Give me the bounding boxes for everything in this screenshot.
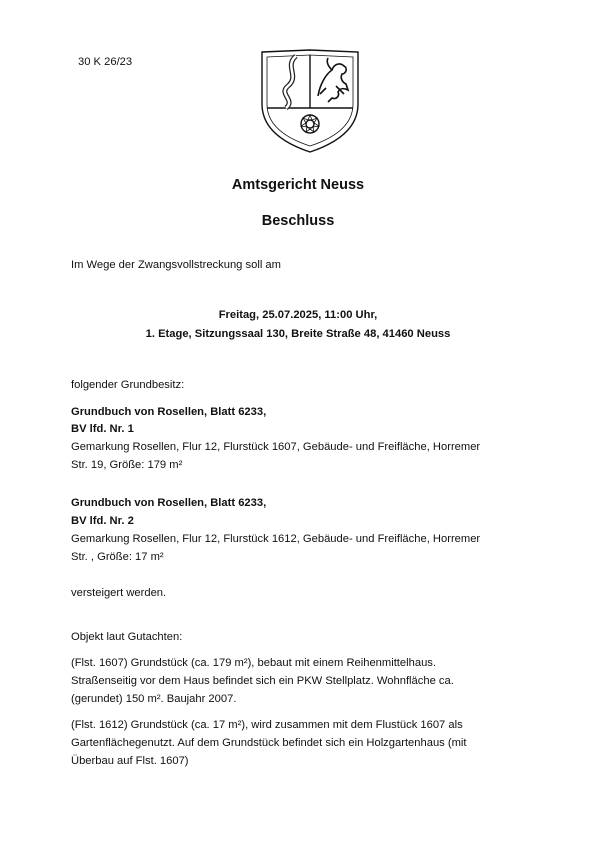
intro-text: Im Wege der Zwangsvollstreckung soll am — [71, 259, 281, 271]
appraisal-text: Straßenseitig vor dem Haus befindet sich ein PKW Stellplatz. Wohnfläche ca. — [71, 675, 454, 687]
property-number: BV lfd. Nr. 2 — [71, 515, 134, 527]
property-description: Str. 19, Größe: 179 m² — [71, 459, 183, 471]
property-description: Gemarkung Rosellen, Flur 12, Flurstück 1612, Gebäude- und Freifläche, Horremer — [71, 533, 481, 545]
property-description: Gemarkung Rosellen, Flur 12, Flurstück 1607, Gebäude- und Freifläche, Horremer — [71, 441, 481, 453]
auction-phrase: versteigert werden. — [71, 587, 167, 599]
appraisal-text: Überbau auf Flst. 1607) — [71, 755, 189, 767]
document-type: Beschluss — [261, 213, 335, 229]
property-register: Grundbuch von Rosellen, Blatt 6233, — [71, 497, 267, 509]
appraisal-intro: Objekt laut Gutachten: — [71, 631, 183, 643]
property-description: Str. , Größe: 17 m² — [71, 551, 164, 563]
appointment-date: Freitag, 25.07.2025, 11:00 Uhr, — [218, 309, 378, 321]
appraisal-text: (gerundet) 150 m². Baujahr 2007. — [71, 693, 237, 705]
property-register: Grundbuch von Rosellen, Blatt 6233, — [71, 406, 267, 418]
nrw-coat-of-arms-icon — [256, 44, 364, 156]
appointment-location: 1. Etage, Sitzungssaal 130, Breite Straße 48, 41460 Neuss — [145, 328, 451, 340]
court-name: Amtsgericht Neuss — [231, 177, 365, 193]
appraisal-text: Gartenflächegenutzt. Auf dem Grundstück befindet sich ein Holzgartenhaus (mit — [71, 737, 467, 749]
file-number: 30 K 26/23 — [78, 56, 133, 68]
property-intro: folgender Grundbesitz: — [71, 379, 185, 391]
appraisal-text: (Flst. 1612) Grundstück (ca. 17 m²), wird zusammen mit dem Flustück 1607 als — [71, 719, 463, 731]
appraisal-text: (Flst. 1607) Grundstück (ca. 179 m²), bebaut mit einem Reihenmittelhaus. — [71, 657, 436, 669]
property-number: BV lfd. Nr. 1 — [71, 423, 134, 435]
